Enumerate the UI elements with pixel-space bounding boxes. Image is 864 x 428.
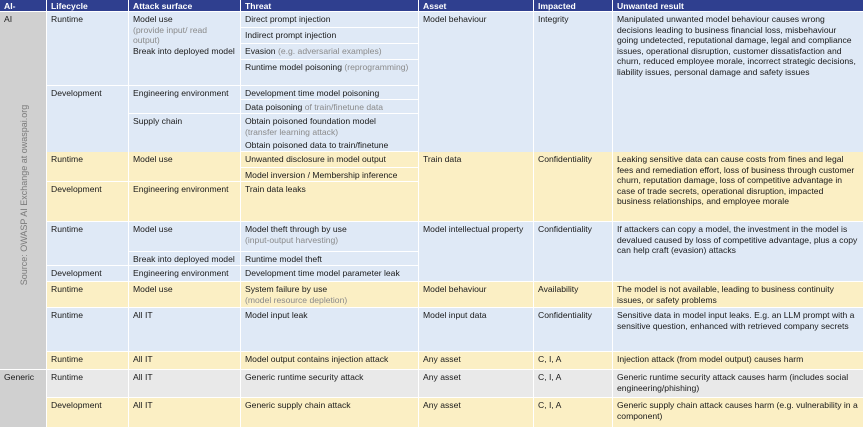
threat-cell (241, 252, 419, 266)
threat-generic-supply: Generic supply chain attack (245, 400, 351, 410)
asset-model-behaviour: Model behaviour (423, 284, 487, 294)
threat-cell (241, 398, 419, 428)
result-output-injection: Injection attack (from model output) causes harm (617, 354, 804, 364)
result-input-data: Sensitive data in model input leaks. E.g. an LLM prompt with a sensitive question, enhanced with retrieved company secrets (617, 310, 855, 331)
result-cell (613, 398, 864, 428)
impacted-cia: C, I, A (538, 400, 562, 410)
asset-cell (419, 12, 534, 168)
surface-model-use: Model use (133, 154, 173, 164)
asset-cell (419, 398, 534, 428)
lifecycle-development: Development (51, 400, 102, 410)
result-cell (613, 370, 864, 398)
attack-surface-cell (129, 282, 241, 308)
impacted-cell (534, 370, 613, 398)
threat-obtain-foundation-note: (transfer learning attack) (245, 126, 339, 137)
threat-cell (241, 138, 419, 152)
header-impacted: Impacted (534, 0, 613, 12)
result-cell (613, 352, 864, 370)
threat-cell (241, 222, 419, 252)
impacted-integrity: Integrity (538, 14, 569, 24)
asset-cell (419, 352, 534, 370)
surface-model-use-note: (provide input/ read output) (133, 24, 208, 46)
lifecycle-development: Development (51, 184, 102, 194)
group-generic (0, 370, 47, 428)
attack-surface-cell (129, 152, 241, 182)
threat-obtain-foundation: Obtain poisoned foundation model (245, 116, 376, 126)
header-threat: Threat (241, 0, 419, 12)
impacted-cell (534, 12, 613, 168)
threat-cell (241, 60, 419, 86)
asset-model-ip: Model intellectual property (423, 224, 524, 234)
impacted-cia: C, I, A (538, 372, 562, 382)
threat-train-leaks: Train data leaks (245, 184, 306, 194)
lifecycle-runtime: Runtime (51, 154, 83, 164)
impacted-cell (534, 352, 613, 370)
asset-model-behaviour: Model behaviour (423, 14, 487, 24)
header-ai-specific: AI- (0, 0, 47, 12)
attack-surface-cell (129, 352, 241, 370)
threat-data-poisoning-note: of train/finetune data (304, 102, 384, 112)
surface-model-use: Model use (133, 14, 173, 24)
threat-runtime-poisoning: Runtime model poisoning (245, 62, 342, 72)
attack-surface-cell (129, 308, 241, 352)
asset-cell (419, 152, 534, 222)
asset-cell (419, 222, 534, 282)
impacted-confidentiality: Confidentiality (538, 224, 592, 234)
result-train-data: Leaking sensitive data can cause costs from fines and legal fees and remediation effort, loss of business through customer churn, reputation damage, loss of competitive advantage in case of trade secrets, operational disruption, impacted business relationships, and employee morale (617, 154, 855, 207)
impacted-confidentiality: Confidentiality (538, 154, 592, 164)
surface-all-it: All IT (133, 400, 153, 410)
surface-supply-chain: Supply chain (133, 116, 183, 126)
lifecycle-cell (47, 352, 129, 370)
threat-devtime-poisoning: Development time model poisoning (245, 88, 380, 98)
threat-system-failure: System failure by use (245, 284, 328, 294)
threat-evasion-note: (e.g. adversarial examples) (277, 46, 382, 56)
result-cell (613, 282, 864, 308)
threat-evasion: Evasion (245, 46, 276, 56)
threat-cell (241, 44, 419, 60)
lifecycle-cell (47, 182, 129, 222)
attack-surface-cell (129, 86, 241, 114)
surface-eng-env: Engineering environment (133, 268, 229, 278)
threat-cell (241, 12, 419, 28)
threat-obtain-data: Obtain poisoned data to train/finetune (245, 140, 389, 150)
threat-runtime-poisoning-note: (reprogramming) (344, 62, 409, 72)
threat-cell (241, 308, 419, 352)
impacted-cell (534, 222, 613, 282)
lifecycle-development: Development (51, 268, 102, 278)
result-cell (613, 308, 864, 352)
result-generic-runtime: Generic runtime security attack causes harm (includes social engineering/phishing) (617, 372, 849, 393)
asset-train-data: Train data (423, 154, 462, 164)
threat-data-poisoning: Data poisoning (245, 102, 303, 112)
result-cell (613, 12, 864, 168)
threat-theft-use-note: (input-output harvesting) (245, 234, 339, 245)
surface-break-into: Break into deployed model (133, 254, 235, 264)
lifecycle-runtime: Runtime (51, 354, 83, 364)
surface-break-into: Break into deployed model (133, 45, 235, 56)
threat-system-failure-note: (model resource depletion) (245, 294, 348, 305)
header-attack-surface: Attack surface (129, 0, 241, 12)
impacted-cia: C, I, A (538, 354, 562, 364)
lifecycle-cell (47, 12, 129, 86)
result-cell (613, 222, 864, 282)
asset-cell (419, 308, 534, 352)
threat-disclosure: Unwanted disclosure in model output (245, 154, 386, 164)
header-asset: Asset (419, 0, 534, 12)
lifecycle-cell (47, 370, 129, 398)
asset-cell (419, 282, 534, 308)
asset-model-input-data: Model input data (423, 310, 487, 320)
threat-direct-injection: Direct prompt injection (245, 14, 331, 24)
surface-all-it: All IT (133, 372, 153, 382)
attack-surface-cell (129, 370, 241, 398)
lifecycle-runtime: Runtime (51, 284, 83, 294)
attack-surface-cell (129, 222, 241, 252)
impacted-cell (534, 398, 613, 428)
lifecycle-runtime: Runtime (51, 14, 83, 24)
result-integrity: Manipulated unwanted model behaviour causes wrong decisions leading to business financial loss, misbehaviour going undetected, reputational damage, legal and compliance issues, operational disruption, customer dissatisfaction and churn, reduced employee morale, incorrect strategic decisions, liability issues, personal damage and safety issues (617, 14, 856, 77)
threat-cell (241, 152, 419, 168)
asset-cell (419, 370, 534, 398)
lifecycle-runtime: Runtime (51, 310, 83, 320)
lifecycle-runtime: Runtime (51, 372, 83, 382)
asset-any: Any asset (423, 400, 461, 410)
source-note (14, 70, 34, 320)
threat-cell (241, 282, 419, 308)
threat-inversion: Model inversion / Membership inference (245, 170, 398, 180)
surface-model-use: Model use (133, 284, 173, 294)
result-generic-supply: Generic supply chain attack causes harm (e.g. vulnerability in a component) (617, 400, 858, 421)
surface-all-it: All IT (133, 354, 153, 364)
threat-cell (241, 266, 419, 282)
threat-cell (241, 86, 419, 100)
lifecycle-cell (47, 308, 129, 352)
threat-generic-runtime: Generic runtime security attack (245, 372, 364, 382)
header-lifecycle: Lifecycle (47, 0, 129, 12)
lifecycle-runtime: Runtime (51, 224, 83, 234)
threat-cell (241, 182, 419, 222)
threat-cell (241, 352, 419, 370)
group-generic-label: Generic (4, 372, 35, 382)
lifecycle-development: Development (51, 88, 102, 98)
lifecycle-cell (47, 152, 129, 182)
result-cell (613, 152, 864, 222)
source-text: Source: OWASP AI Exchange at owaspai.org (19, 104, 29, 286)
impacted-confidentiality: Confidentiality (538, 310, 592, 320)
threat-cell (241, 100, 419, 114)
impacted-cell (534, 152, 613, 222)
attack-surface-cell (129, 266, 241, 282)
asset-any: Any asset (423, 354, 461, 364)
threat-output-injection: Model output contains injection attack (245, 354, 389, 364)
impacted-availability: Availability (538, 284, 579, 294)
threat-cell (241, 168, 419, 182)
impacted-cell (534, 308, 613, 352)
asset-any: Any asset (423, 372, 461, 382)
lifecycle-cell (47, 282, 129, 308)
threat-indirect-injection: Indirect prompt injection (245, 30, 337, 40)
threat-cell (241, 28, 419, 44)
attack-surface-cell (129, 12, 241, 86)
threat-theft-use: Model theft through by use (245, 224, 347, 234)
attack-surface-cell (129, 398, 241, 428)
impacted-cell (534, 282, 613, 308)
threat-cell (241, 370, 419, 398)
result-model-ip: If attackers can copy a model, the investment in the model is devalued caused by loss of competitive advantage, plus a copy can help craft (evasion) attacks (617, 224, 858, 256)
attack-surface-cell (129, 182, 241, 222)
result-availability: The model is not available, leading to business continuity issues, or safety problems (617, 284, 834, 305)
attack-surface-cell (129, 252, 241, 266)
group-ai-label: AI (4, 14, 13, 24)
lifecycle-cell (47, 398, 129, 428)
lifecycle-cell (47, 222, 129, 266)
lifecycle-cell (47, 266, 129, 282)
surface-eng-env: Engineering environment (133, 88, 229, 98)
header-unwanted-result: Unwanted result (613, 0, 864, 12)
surface-eng-env: Engineering environment (133, 184, 229, 194)
threat-input-leak: Model input leak (245, 310, 308, 320)
threat-runtime-theft: Runtime model theft (245, 254, 322, 264)
surface-all-it: All IT (133, 310, 153, 320)
threat-devtime-leak: Development time model parameter leak (245, 268, 400, 278)
surface-model-use: Model use (133, 224, 173, 234)
